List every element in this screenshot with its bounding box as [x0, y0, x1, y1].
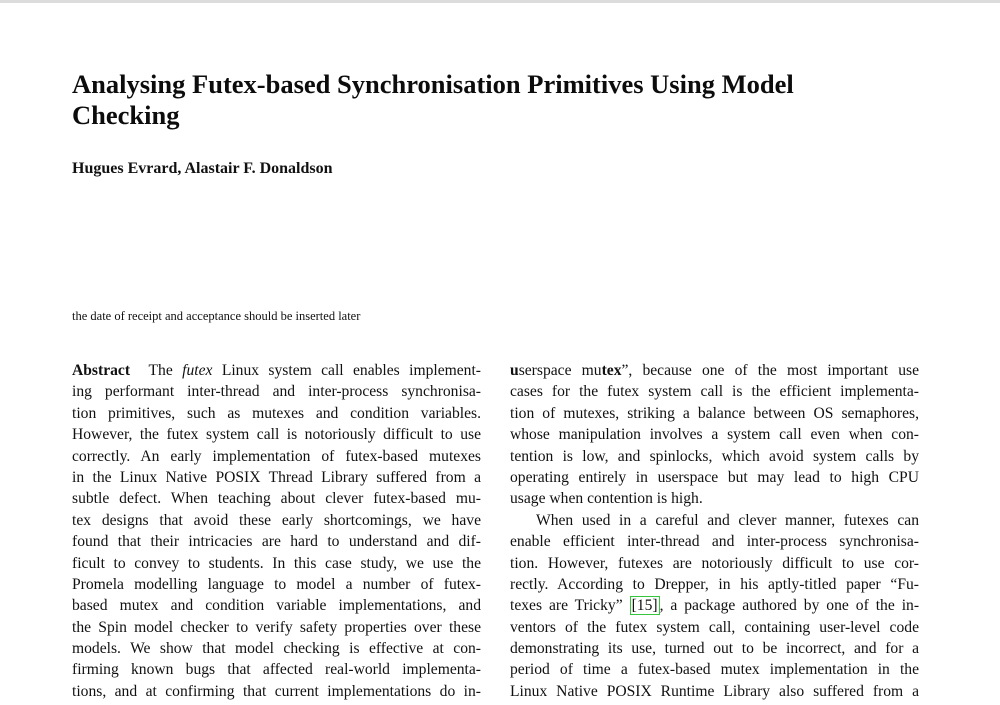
- abstract-line: based mutex and condition variable implementations, and: [72, 597, 481, 615]
- futex-emphasis: futex: [182, 362, 213, 379]
- body-line: demonstrating its use, turned out to be incorrect, and for a: [510, 640, 919, 658]
- abstract-line: tions, and at confirming that current implementations do in-: [72, 682, 481, 700]
- body-line: usage when contention is high.: [510, 490, 703, 508]
- abstract-line: However, the futex system call is notoriously difficult to use: [72, 426, 481, 444]
- introduction-column: [510, 360, 919, 702]
- received-note: the date of receipt and acceptance should be inserted later: [72, 309, 361, 323]
- title-line-2: Checking: [72, 100, 180, 130]
- abstract-column: [72, 360, 481, 702]
- body-line: rectly. According to Drepper, in his aptly-titled paper “Fu-: [510, 575, 919, 593]
- paper-title: [72, 69, 932, 131]
- body-line: enable efficient inter-thread and inter-process synchronisa-: [510, 533, 919, 551]
- abstract-line: found that their intricacies are hard to understand and dif-: [72, 533, 481, 551]
- abstract-line: in the Linux Native POSIX Thread Library suffered from a: [72, 468, 481, 486]
- abstract-line: models. We show that model checking is effective at con-: [72, 640, 481, 658]
- body-line: operating entirely in userspace but may lead to high CPU: [510, 468, 919, 486]
- paper-authors: Hugues Evrard, Alastair F. Donaldson: [72, 160, 333, 177]
- abstract-line: firming known bugs that affected real-world implementa-: [72, 661, 481, 679]
- abstract-line: tion primitives, such as mutexes and condition variables.: [72, 404, 481, 422]
- body-line: Linux Native POSIX Runtime Library also suffered from a: [510, 682, 919, 700]
- abstract-line: correctly. An early implementation of futex-based mutexes: [72, 447, 481, 465]
- viewer-top-border: [0, 0, 1000, 3]
- abstract-line: Abstract The futex Linux system call enables implement-: [72, 362, 482, 379]
- body-line: ventors of the futex system call, containing user-level code: [510, 618, 919, 636]
- abstract-line: ficult to convey to students. In this case study, we use the: [72, 554, 481, 572]
- body-line: tion of mutexes, striking a balance between OS semaphores,: [510, 404, 919, 422]
- body-line: whose manipulation involves a system call even when con-: [510, 426, 919, 444]
- abstract-line: Promela modelling language to model a number of futex-: [72, 575, 481, 593]
- abstract-line: tex designs that avoid these early shortcomings, we have: [72, 511, 481, 529]
- body-line: When used in a careful and clever manner, futexes can: [536, 511, 919, 529]
- title-line-1: Analysing Futex-based Synchronisation Primitives Using Model: [72, 69, 794, 99]
- abstract-line: the Spin model checker to verify safety properties over these: [72, 618, 481, 636]
- abstract-line: ing performant inter-thread and inter-process synchronisa-: [72, 383, 481, 401]
- citation-link[interactable]: [15]: [631, 597, 658, 615]
- abstract-label: Abstract: [72, 362, 131, 379]
- body-line: tention is low, and spinlocks, which avoid system calls by: [510, 447, 919, 465]
- body-line: tion. However, futexes are notoriously difficult to use cor-: [510, 554, 919, 572]
- body-line: cases for the futex system call is the efficient implementa-: [510, 383, 919, 401]
- abstract-line: subtle defect. When teaching about clever futex-based mu-: [72, 490, 481, 508]
- body-line: period of time a futex-based mutex implementation in the: [510, 661, 919, 679]
- body-line: userspace mutex”, because one of the most important use: [510, 362, 919, 379]
- body-line: texes are Tricky” [15] , a package authored by one of the in-: [510, 597, 920, 615]
